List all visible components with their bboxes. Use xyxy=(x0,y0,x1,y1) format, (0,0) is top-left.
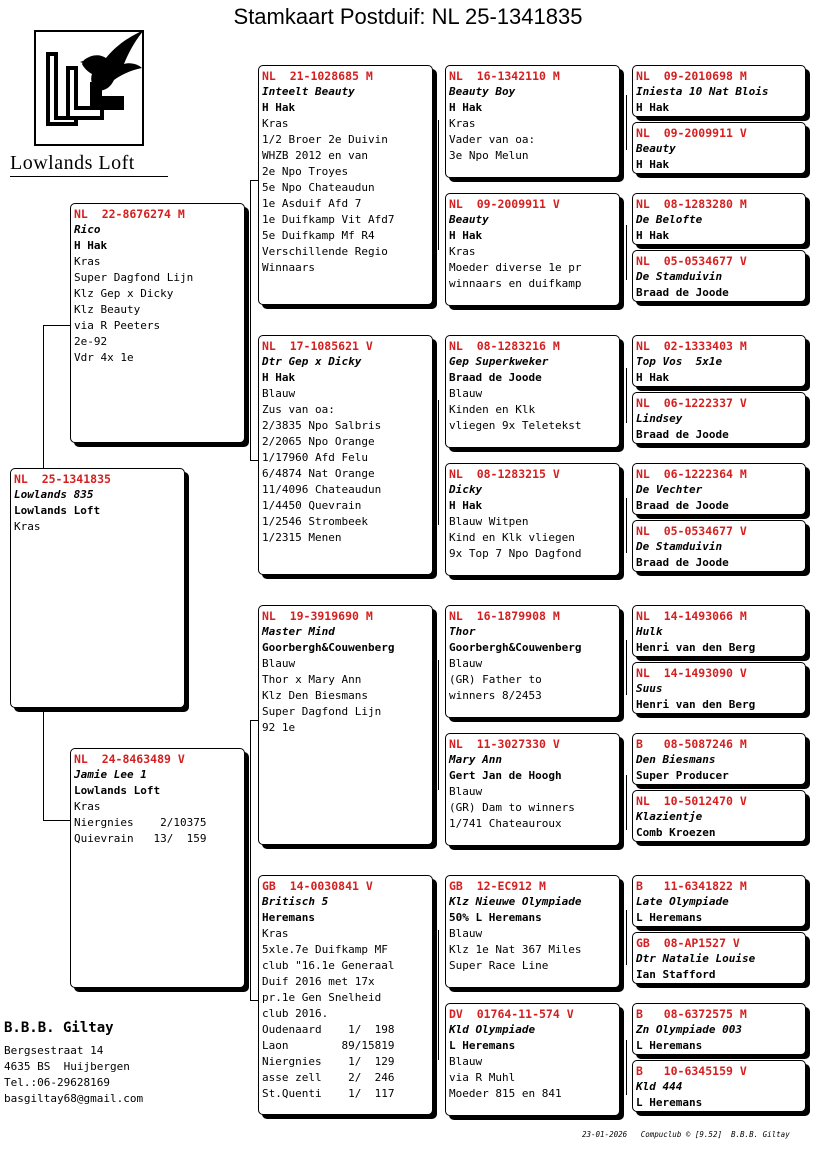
pigeon-owner: Goorbergh&Couwenberg xyxy=(262,641,395,654)
ring-number: NL 02-1333403 M xyxy=(636,339,747,353)
pigeon-name: Hulk xyxy=(636,625,663,638)
pigeon-name: Klazientje xyxy=(636,810,703,823)
pigeon-owner: Braad de Joode xyxy=(636,286,729,299)
pigeon-detail-line: Verschillende Regio xyxy=(262,245,388,258)
connector-line xyxy=(438,930,439,1060)
pigeon-card-gen4[interactable] xyxy=(632,875,806,927)
pigeon-detail-line: Klz Den Biesmans xyxy=(262,689,368,702)
pigeon-owner: H Hak xyxy=(449,101,483,114)
lowlands-loft-logo xyxy=(34,30,144,148)
pigeon-detail-line: Niergnies 1/ 129 xyxy=(262,1055,395,1068)
pigeon-name: Klz Nieuwe Olympiade xyxy=(449,895,582,908)
pigeon-detail-line: Kinden en Klk xyxy=(449,403,536,416)
pigeon-owner: Ian Stafford xyxy=(636,968,716,981)
pigeon-card-gen3[interactable] xyxy=(445,875,620,988)
pigeon-detail-line: WHZB 2012 en van xyxy=(262,149,368,162)
pigeon-owner: Lowlands Loft xyxy=(74,784,161,797)
pigeon-name: Late Olympiade xyxy=(636,895,729,908)
pigeon-owner: H Hak xyxy=(74,239,108,252)
pigeon-card-gen4[interactable] xyxy=(632,1003,806,1055)
pigeon-card-gen4[interactable] xyxy=(632,932,806,984)
pigeon-name: Dtr Gep x Dicky xyxy=(262,355,362,368)
pigeon-owner: Comb Kroezen xyxy=(636,826,716,839)
pigeon-name: Kld Olympiade xyxy=(449,1023,536,1036)
pigeon-owner: H Hak xyxy=(636,158,670,171)
ring-number: NL 16-1342110 M xyxy=(449,69,560,83)
pigeon-card-dam[interactable] xyxy=(70,748,245,988)
pigeon-detail-line: club "16.1e Generaal xyxy=(262,959,395,972)
pigeon-name: Zn Olympiade 003 xyxy=(636,1023,742,1036)
connector-line xyxy=(438,660,439,790)
pigeon-card-subject[interactable] xyxy=(10,468,185,708)
pigeon-detail-line: Oudenaard 1/ 198 xyxy=(262,1023,395,1036)
pigeon-card-granddam-maternal[interactable] xyxy=(258,875,433,1115)
pigeon-name: Dtr Natalie Louise xyxy=(636,952,756,965)
pigeon-detail-line: winnaars en duifkamp xyxy=(449,277,582,290)
ring-number: B 08-5087246 M xyxy=(636,737,747,751)
pigeon-name: Britisch 5 xyxy=(262,895,329,908)
pigeon-owner: H Hak xyxy=(449,229,483,242)
pigeon-owner: Super Producer xyxy=(636,769,729,782)
pigeon-detail-line: Zus van oa: xyxy=(262,403,335,416)
pigeon-detail-line: Blauw xyxy=(449,1055,483,1068)
connector-line xyxy=(626,498,627,553)
ring-number: B 11-6341822 M xyxy=(636,879,747,893)
pigeon-card-gen4[interactable] xyxy=(632,122,806,174)
ring-number: NL 24-8463489 V xyxy=(74,752,185,766)
pigeon-name: Master Mind xyxy=(262,625,335,638)
pigeon-detail-line: Laon 89/15819 xyxy=(262,1039,395,1052)
pigeon-detail-line: (GR) Father to xyxy=(449,673,542,686)
pigeon-name: Thor xyxy=(449,625,476,638)
ring-number: NL 11-3027330 V xyxy=(449,737,560,751)
pigeon-owner: Lowlands Loft xyxy=(14,504,101,517)
pigeon-card-gen3[interactable] xyxy=(445,463,620,576)
pigeon-detail-line: via R Peeters xyxy=(74,319,161,332)
connector-line xyxy=(43,820,70,821)
pigeon-owner: H Hak xyxy=(449,499,483,512)
pigeon-detail-line: Blauw xyxy=(449,657,483,670)
pigeon-name: De Stamduivin xyxy=(636,540,723,553)
ring-number: NL 05-0534677 V xyxy=(636,254,747,268)
pigeon-detail-line: 2/3835 Npo Salbris xyxy=(262,419,382,432)
pigeon-owner: L Heremans xyxy=(636,911,703,924)
connector-line xyxy=(250,1000,258,1001)
connector-line xyxy=(250,720,258,721)
pigeon-card-gen4[interactable] xyxy=(632,1060,806,1112)
pigeon-detail-line: Blauw xyxy=(262,387,296,400)
pigeon-detail-line: 1/4450 Quevrain xyxy=(262,499,362,512)
pigeon-card-gen3[interactable] xyxy=(445,65,620,178)
pigeon-detail-line: St.Quenti 1/ 117 xyxy=(262,1087,395,1100)
pigeon-detail-line: 3e Npo Melun xyxy=(449,149,529,162)
logo-underline xyxy=(10,176,168,177)
ring-number: NL 16-1879908 M xyxy=(449,609,560,623)
ring-number: NL 05-0534677 V xyxy=(636,524,747,538)
pigeon-detail-line: Blauw Witpen xyxy=(449,515,529,528)
pigeon-card-sire[interactable] xyxy=(70,203,245,443)
pigeon-name: Gep Superkweker xyxy=(449,355,549,368)
ring-number: NL 17-1085621 V xyxy=(262,339,373,353)
pigeon-detail-line: Kras xyxy=(449,117,476,130)
ring-number: NL 22-8676274 M xyxy=(74,207,185,221)
pigeon-owner: Gert Jan de Hoogh xyxy=(449,769,562,782)
ring-number: NL 21-1028685 M xyxy=(262,69,373,83)
pigeon-card-gen3[interactable] xyxy=(445,605,620,718)
pigeon-detail-line: 1/2315 Menen xyxy=(262,531,342,544)
pigeon-name: Lowlands 835 xyxy=(14,488,94,501)
breeder-address: Bergsestraat 14 xyxy=(4,1044,104,1057)
pigeon-detail-line: via R Muhl xyxy=(449,1071,516,1084)
pigeon-name: Kld 444 xyxy=(636,1080,683,1093)
ring-number: NL 25-1341835 xyxy=(14,472,111,486)
pigeon-card-gen4[interactable] xyxy=(632,733,806,785)
logo-bird-icon xyxy=(34,30,146,150)
ring-number: B 10-6345159 V xyxy=(636,1064,747,1078)
ring-number: NL 08-1283216 M xyxy=(449,339,560,353)
pigeon-card-grandsire-paternal[interactable] xyxy=(258,65,433,305)
ring-number: NL 08-1283280 M xyxy=(636,197,747,211)
pigeon-detail-line: 11/4096 Chateaudun xyxy=(262,483,382,496)
pigeon-card-grandsire-maternal[interactable] xyxy=(258,605,433,845)
connector-line xyxy=(626,95,627,150)
pigeon-card-gen4[interactable] xyxy=(632,65,806,117)
pigeon-owner: H Hak xyxy=(636,101,670,114)
pigeon-card-gen4[interactable] xyxy=(632,193,806,245)
connector-line xyxy=(43,325,44,472)
pigeon-detail-line: 6/4874 Nat Orange xyxy=(262,467,375,480)
ring-number: NL 10-5012470 V xyxy=(636,794,747,808)
logo-text: Lowlands Loft xyxy=(10,152,135,174)
pigeon-detail-line: club 2016. xyxy=(262,1007,329,1020)
pigeon-detail-line: Winnaars xyxy=(262,261,315,274)
pigeon-name: Rico xyxy=(74,223,101,236)
pigeon-name: Den Biesmans xyxy=(636,753,716,766)
pigeon-card-gen3[interactable] xyxy=(445,733,620,846)
ring-number: B 08-6372575 M xyxy=(636,1007,747,1021)
connector-line xyxy=(626,640,627,695)
pigeon-detail-line: Klz Gep x Dicky xyxy=(74,287,174,300)
pigeon-owner: H Hak xyxy=(636,371,670,384)
pigeon-detail-line: 2e-92 xyxy=(74,335,108,348)
pigeon-detail-line: (GR) Dam to winners xyxy=(449,801,575,814)
pigeon-detail-line: Kras xyxy=(262,927,289,940)
ring-number: NL 08-1283215 V xyxy=(449,467,560,481)
breeder-email[interactable]: basgiltay68@gmail.com xyxy=(4,1092,144,1105)
pigeon-detail-line: Vader van oa: xyxy=(449,133,536,146)
pigeon-detail-line: Klz Beauty xyxy=(74,303,141,316)
connector-line xyxy=(250,180,251,460)
pigeon-owner: Heremans xyxy=(262,911,315,924)
pigeon-name: De Vechter xyxy=(636,483,703,496)
ring-number: NL 14-1493066 M xyxy=(636,609,747,623)
pigeon-name: Beauty Boy xyxy=(449,85,516,98)
connector-line xyxy=(626,368,627,423)
connector-line xyxy=(626,775,627,830)
ring-number: NL 09-2009911 V xyxy=(636,126,747,140)
pigeon-card-granddam-paternal[interactable] xyxy=(258,335,433,575)
ring-number: NL 19-3919690 M xyxy=(262,609,373,623)
pigeon-detail-line: Blauw xyxy=(449,387,483,400)
pigeon-detail-line: 1/741 Chateauroux xyxy=(449,817,562,830)
connector-line xyxy=(438,120,439,250)
pigeon-owner: Braad de Joode xyxy=(449,371,542,384)
connector-line xyxy=(250,720,251,1000)
pigeon-detail-line: Moeder diverse 1e pr xyxy=(449,261,582,274)
pigeon-card-gen4[interactable] xyxy=(632,335,806,387)
breeder-phone: Tel.:06-29628169 xyxy=(4,1076,110,1089)
pigeon-detail-line: Thor x Mary Ann xyxy=(262,673,362,686)
pigeon-card-gen4[interactable] xyxy=(632,662,806,714)
pigeon-detail-line: 5e Duifkamp Mf R4 xyxy=(262,229,375,242)
pigeon-card-gen4[interactable] xyxy=(632,250,806,302)
breeder-postcode: 4635 BS Huijbergen xyxy=(4,1060,130,1073)
connector-line xyxy=(438,400,439,525)
pigeon-card-gen4[interactable] xyxy=(632,463,806,515)
pigeon-name: Inteelt Beauty xyxy=(262,85,355,98)
ring-number: GB 14-0030841 V xyxy=(262,879,373,893)
pigeon-detail-line: Super Dagfond Lijn xyxy=(74,271,194,284)
pigeon-detail-line: Kind en Klk vliegen xyxy=(449,531,575,544)
pigeon-detail-line: Kras xyxy=(449,245,476,258)
pigeon-name: Lindsey xyxy=(636,412,683,425)
pigeon-card-gen4[interactable] xyxy=(632,520,806,572)
pigeon-owner: H Hak xyxy=(262,101,296,114)
pigeon-owner: L Heremans xyxy=(449,1039,516,1052)
pigeon-detail-line: Kras xyxy=(74,255,101,268)
connector-line xyxy=(626,225,627,280)
pigeon-owner: Braad de Joode xyxy=(636,428,729,441)
pigeon-detail-line: 1e Duifkamp Vit Afd7 xyxy=(262,213,395,226)
pigeon-owner: 50% L Heremans xyxy=(449,911,542,924)
pigeon-detail-line: Super Dagfond Lijn xyxy=(262,705,382,718)
pigeon-detail-line: Niergnies 2/10375 xyxy=(74,816,207,829)
pigeon-detail-line: 1e Asduif Afd 7 xyxy=(262,197,362,210)
pigeon-name: Beauty xyxy=(449,213,489,226)
pigeon-detail-line: 1/2546 Strombeek xyxy=(262,515,368,528)
breeder-name: B.B.B. Giltay xyxy=(4,1020,114,1036)
pigeon-name: Dicky xyxy=(449,483,483,496)
pigeon-detail-line: Kras xyxy=(262,117,289,130)
pigeon-detail-line: Moeder 815 en 841 xyxy=(449,1087,562,1100)
connector-line xyxy=(250,460,258,461)
ring-number: NL 06-1222337 V xyxy=(636,396,747,410)
pigeon-detail-line: Kras xyxy=(14,520,41,533)
pigeon-owner: L Heremans xyxy=(636,1096,703,1109)
pigeon-card-gen3[interactable] xyxy=(445,335,620,448)
pigeon-detail-line: vliegen 9x Teletekst xyxy=(449,419,582,432)
ring-number: NL 09-2009911 V xyxy=(449,197,560,211)
pigeon-detail-line: 5xle.7e Duifkamp MF xyxy=(262,943,388,956)
pigeon-detail-line: asse zell 2/ 246 xyxy=(262,1071,395,1084)
pigeon-card-gen3[interactable] xyxy=(445,1003,620,1116)
page-title: Stamkaart Postduif: NL 25-1341835 xyxy=(233,4,583,29)
ring-number: NL 09-2010698 M xyxy=(636,69,747,83)
ring-number: GB 12-EC912 M xyxy=(449,879,546,893)
pigeon-name: Mary Ann xyxy=(449,753,502,766)
pigeon-card-gen4[interactable] xyxy=(632,790,806,842)
connector-line xyxy=(626,1040,627,1095)
pigeon-name: Iniesta 10 Nat Blois xyxy=(636,85,769,98)
pigeon-name: De Stamduivin xyxy=(636,270,723,283)
pigeon-owner: Braad de Joode xyxy=(636,556,729,569)
connector-line xyxy=(626,910,627,965)
pigeon-detail-line: Super Race Line xyxy=(449,959,549,972)
pigeon-detail-line: Quievrain 13/ 159 xyxy=(74,832,207,845)
pigeon-detail-line: 9x Top 7 Npo Dagfond xyxy=(449,547,582,560)
pigeon-card-gen4[interactable] xyxy=(632,392,806,444)
pigeon-detail-line: Kras xyxy=(74,800,101,813)
pigeon-detail-line: Blauw xyxy=(262,657,296,670)
footer-credit: 23-01-2026 Compuclub © [9.52] B.B.B. Giltay xyxy=(582,1130,790,1139)
pigeon-detail-line: pr.1e Gen Snelheid xyxy=(262,991,382,1004)
pigeon-detail-line: 2e Npo Troyes xyxy=(262,165,349,178)
pigeon-owner: L Heremans xyxy=(636,1039,703,1052)
connector-line xyxy=(250,180,258,181)
ring-number: GB 08-AP1527 V xyxy=(636,936,740,950)
pigeon-detail-line: winners 8/2453 xyxy=(449,689,542,702)
pigeon-name: Top Vos 5x1e xyxy=(636,355,723,368)
ring-number: NL 14-1493090 V xyxy=(636,666,747,680)
pigeon-owner: Henri van den Berg xyxy=(636,641,756,654)
ring-number: NL 06-1222364 M xyxy=(636,467,747,481)
pigeon-owner: H Hak xyxy=(636,229,670,242)
pigeon-detail-line: 1/17960 Afd Felu xyxy=(262,451,368,464)
pigeon-detail-line: 2/2065 Npo Orange xyxy=(262,435,375,448)
pigeon-owner: Goorbergh&Couwenberg xyxy=(449,641,582,654)
pigeon-detail-line: Vdr 4x 1e xyxy=(74,351,134,364)
pigeon-owner: H Hak xyxy=(262,371,296,384)
pigeon-name: Beauty xyxy=(636,142,676,155)
pigeon-card-gen3[interactable] xyxy=(445,193,620,306)
pigeon-card-gen4[interactable] xyxy=(632,605,806,657)
pigeon-detail-line: 92 1e xyxy=(262,721,296,734)
pigeon-owner: Braad de Joode xyxy=(636,499,729,512)
connector-line xyxy=(43,325,70,326)
pigeon-name: Suus xyxy=(636,682,663,695)
pigeon-owner: Henri van den Berg xyxy=(636,698,756,711)
pigeon-detail-line: Blauw xyxy=(449,927,483,940)
pigeon-name: De Belofte xyxy=(636,213,703,226)
ring-number: DV 01764-11-574 V xyxy=(449,1007,574,1021)
pigeon-detail-line: Klz 1e Nat 367 Miles xyxy=(449,943,582,956)
pigeon-detail-line: Duif 2016 met 17x xyxy=(262,975,375,988)
connector-line xyxy=(43,708,44,820)
pigeon-name: Jamie Lee 1 xyxy=(74,768,147,781)
pigeon-detail-line: 1/2 Broer 2e Duivin xyxy=(262,133,388,146)
pigeon-detail-line: 5e Npo Chateaudun xyxy=(262,181,375,194)
pigeon-detail-line: Blauw xyxy=(449,785,483,798)
